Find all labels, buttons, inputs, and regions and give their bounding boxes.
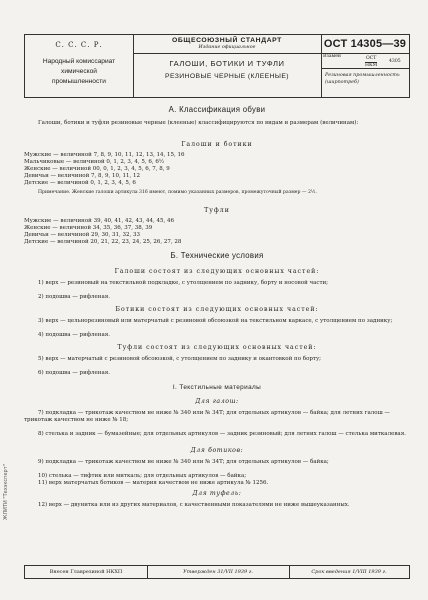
industry-group: Резиновая промышленность (ширпотреб) (321, 68, 409, 97)
replaced-number: 4305 (389, 59, 401, 64)
subheading: Туфли состоят из следующих основных частей: (117, 344, 317, 351)
section-a-title: А. Классификация обуви (168, 105, 266, 114)
document-page (24, 34, 410, 590)
list-item: Мальчиковые — величиной 0, 1, 2, 3, 4, 5, 6, 6½ (24, 159, 165, 166)
replaces-label: Взамен (323, 54, 341, 59)
paragraph: 10) стелька — тифтик или миткаль; для отдельных артикулов — байка; (38, 473, 247, 479)
list-item: Девичьи — величиной 7, 8, 9, 10, 11, 12 (24, 173, 140, 180)
paragraph: 12) верх — двунитка или из других материалов, с качественными показателями не ниже вышеуказанных. (38, 502, 350, 508)
country-label: С. С. С. Р. (55, 41, 103, 49)
note: Примечание. Женские галоши артикула 316 имеют, помимо указанных размеров, промежуточный размер — 2½. (38, 190, 317, 195)
list-item: Детские — величиной 20, 21, 22, 23, 24, 25, 26, 27, 28 (24, 239, 182, 246)
paragraph: 2) подошва — рифленая. (38, 294, 110, 300)
subheading: Галоши состоят из следующих основных частей: (114, 268, 320, 275)
list-item: Мужские — величиной 7, 8, 9, 10, 11, 12, 13, 14, 15, 16 (24, 152, 185, 158)
header-org-cell (25, 35, 134, 97)
subheading: Для ботиков: (190, 447, 244, 454)
footer-table (24, 565, 410, 579)
org-line: Народный комиссариат (42, 58, 116, 65)
section-i-title: I. Текстильные материалы (172, 384, 262, 391)
doc-title-line1: ГАЛОШИ, БОТИКИ И ТУФЛИ (169, 59, 285, 68)
paragraph: 6) подошва — рифленая. (38, 370, 110, 376)
org-line: химической (61, 68, 97, 75)
doc-title-line2: РЕЗИНОВЫЕ ЧЕРНЫЕ (КЛЕЕНЫЕ) (165, 73, 289, 80)
subheading: Для туфель: (192, 490, 242, 497)
paragraph: 4) подошва — рифленая. (38, 332, 110, 338)
list-item: Мужские — величиной 39, 40, 41, 42, 43, 44, 45, 46 (24, 218, 175, 224)
paragraph: 3) верх — цельнорезиновый или матерчатый с резиновой обсоюзкой на текстильном каркасе, с утолщением по заднику; (38, 318, 393, 324)
paragraph: 1) верх — резиновый на текстильной подкладке, с утолщением по заднику, борту и носовой части; (38, 280, 329, 286)
list-item: Девичьи — величиной 29, 30, 31, 32, 33 (24, 232, 140, 239)
size-list (24, 218, 410, 246)
header-ost-cell (321, 35, 409, 97)
effective-date: Срок введения 1/VIII 1939 г. (311, 569, 387, 575)
paragraph: 5) верх — матерчатый с резиновой обсоюзкой, с утолщением по заднику и окантовкой по борту; (38, 356, 322, 362)
subheading: Туфли (204, 207, 230, 214)
standard-box (133, 35, 321, 54)
subheading: Ботики состоят из следующих основных частей: (115, 306, 319, 313)
list-item: Женские — величиной 00, 0, 1, 2, 3, 4, 5, 6, 7, 8, 9 (24, 166, 170, 173)
paragraph: 9) подкладка — трикотаж качеством не ниже № 340 или № 34Т; для отдельных артикулов — байка; (38, 459, 329, 465)
ost-fraction-bottom: НКМ (365, 63, 378, 68)
paragraph: 11) верх матерчатых ботиков — материя качеством не ниже артикула № 1256. (38, 480, 269, 486)
ost-number: ОСТ 14305—39 (321, 35, 409, 54)
header-title-cell (133, 35, 322, 97)
subheading: Галоши и ботики (181, 141, 253, 148)
paragraph: 8) стелька и задник — бумазейные; для отдельных артикулов — задник резиновый; для летних галош — стелька миткалевая. (38, 431, 406, 437)
approved-date: Утвержден 31/VII 1939 г. (147, 566, 290, 578)
list-item: Женские — величиной 34, 35, 36, 37, 38, 39 (24, 225, 153, 232)
subheading: Для галош: (195, 398, 239, 405)
paragraph: 7) подкладка — трикотаж качеством не ниже № 340 или № 34Т; для отдельных артикулов — байка; для летних галош — трикотаж качеством не ниже № 18; (24, 410, 390, 424)
section-b-title: Б. Технические условия (170, 251, 264, 260)
paragraph: Галоши, ботики и туфли резиновые черные (клееные) классифицируются по видам и размерам (величинам): (38, 120, 359, 126)
org-line: промышленности (52, 78, 106, 85)
standard-label: ОБЩЕСОЮЗНЫЙ СТАНДАРТ (172, 37, 282, 44)
list-item: Детские — величиной 0, 1, 2, 3, 4, 5, 6 (24, 180, 136, 187)
ost-fraction-top: ОСТ (365, 56, 377, 61)
header-table (24, 34, 410, 98)
org-name (25, 57, 133, 87)
edition-label: Издание официальное (198, 45, 256, 50)
introduced-by: Внесен Главрезиной НКХП (25, 566, 148, 578)
side-stamp: ЖЛИТИ "Техэксперт" (3, 464, 9, 520)
size-list (24, 152, 410, 187)
